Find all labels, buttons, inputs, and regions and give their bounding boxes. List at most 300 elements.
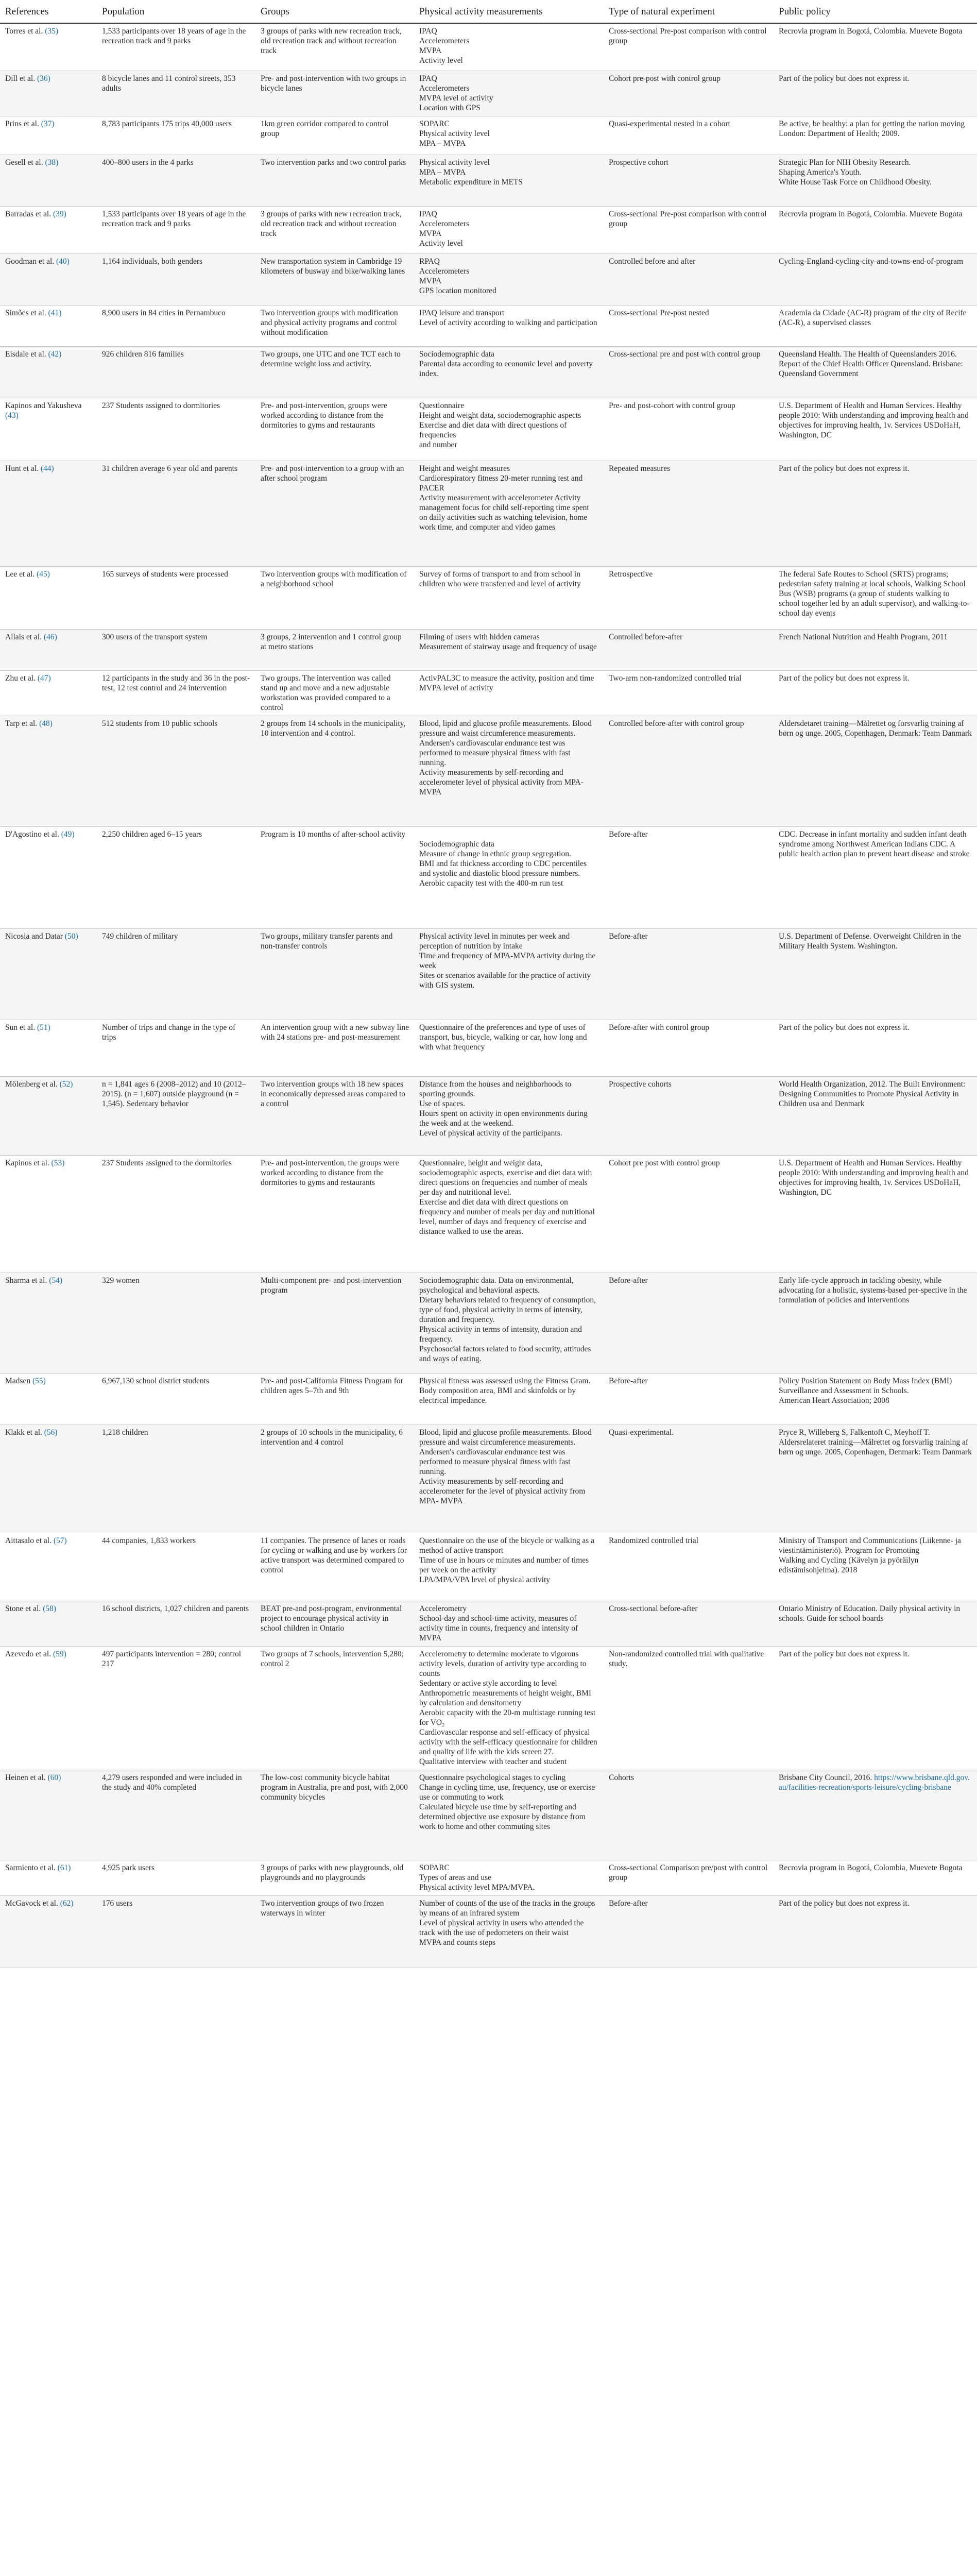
reference-citation-link[interactable]: (48) [39, 719, 53, 728]
reference-cell [0, 1533, 97, 1601]
population-cell [97, 1533, 255, 1601]
experiment-type-cell-text: Cross-sectional Comparison pre/post with control group [609, 1863, 768, 1882]
reference-cell [0, 1895, 97, 1968]
public-policy-cell [774, 1273, 977, 1373]
population-cell-text: 6,967,130 school district students [102, 1376, 209, 1385]
reference-cell [0, 346, 97, 398]
pa-measurements-cell [414, 1155, 604, 1273]
reference-citation-link[interactable]: (52) [59, 1079, 73, 1089]
public-policy-cell-text: Recrovia program in Bogotá, Colombia, Muevete Bogota [779, 1863, 963, 1872]
reference-citation-link[interactable]: (54) [49, 1276, 63, 1285]
pa-measurements-cell [414, 1273, 604, 1373]
groups-cell [255, 1373, 414, 1425]
groups-cell-text: An intervention group with a new subway line with 24 stations pre- and post-measurement [261, 1023, 409, 1042]
table-row [0, 1373, 977, 1425]
pa-measurements-cell-text: Blood, lipid and glucose profile measurements. Blood pressure and waist circumference measurements. Andersen's cardiovascular endurance test was performed to measure physical fitness with fast running. Activity measurements by self-recording and accelerometer level of physical activity from MPA- MVPA [419, 719, 592, 796]
pa-measurements-cell-text: SOPARC Physical activity level MPA – MVPA [419, 119, 490, 148]
pa-measurements-cell [414, 1020, 604, 1076]
groups-cell [255, 1020, 414, 1076]
experiment-type-cell-text: Cross-sectional Pre-post comparison with control group [609, 27, 767, 45]
reference-citation-link[interactable]: (39) [53, 209, 66, 218]
experiment-type-cell-text: Cross-sectional before-after [609, 1604, 698, 1613]
reference-citation-link[interactable]: (47) [37, 673, 51, 683]
pa-measurements-cell-text: Number of counts of the use of the tracks in the groups by means of an infrared system Level of physical activity in users who attended the track with the use of pedometers on their waist MVPA and counts steps [419, 1899, 595, 1947]
reference-citation-link[interactable]: (61) [57, 1863, 71, 1872]
population-cell-text: 237 Students assigned to the dormitories [102, 1158, 232, 1167]
experiment-type-cell-text: Pre- and post-cohort with control group [609, 401, 735, 410]
public-policy-cell-text: Be active, be healthy: a plan for getting the nation moving London: Department of Health; 2009. [779, 119, 965, 138]
public-policy-cell [774, 1646, 977, 1770]
pa-measurements-cell [414, 566, 604, 629]
experiment-type-cell [604, 71, 774, 116]
experiment-type-cell-text: Repeated measures [609, 464, 671, 473]
reference-author: Tarp et al. [5, 719, 38, 728]
pa-measurements-cell-text: Physical activity level MPA – MVPA Metabolic expenditure in METS [419, 158, 523, 187]
experiment-type-cell [604, 629, 774, 670]
population-cell-text: 176 users [102, 1899, 132, 1908]
experiment-type-cell [604, 928, 774, 1020]
pa-measurements-cell-text: IPAQ Accelerometers MVPA level of activity Location with GPS [419, 74, 493, 112]
population-cell-text: 400–800 users in the 4 parks [102, 158, 194, 167]
groups-cell-text: 1km green corridor compared to control group [261, 119, 389, 138]
pa-measurements-cell-text: RPAQ Accelerometers MVPA GPS location monitored [419, 257, 496, 295]
public-policy-cell-text: Aldersdetaret training—Målrettet og forsvarlig training af børn og unge. 2005, Copenhagen, Denmark: Team Danmark [779, 719, 972, 738]
reference-citation-link[interactable]: (56) [44, 1428, 58, 1437]
reference-cell [0, 1601, 97, 1646]
public-policy-cell-text: World Health Organization, 2012. The Built Environment: Designing Communities to Promote Physical Activity in Children usa and Denmark [779, 1079, 966, 1108]
groups-cell-text: Two intervention groups of two frozen waterways in winter [261, 1899, 384, 1918]
experiment-type-cell [604, 1425, 774, 1533]
experiment-type-cell-text: Prospective cohort [609, 158, 669, 167]
pa-measurements-cell [414, 629, 604, 670]
pa-measurements-cell [414, 1533, 604, 1601]
reference-citation-link[interactable]: (44) [40, 464, 54, 473]
pa-measurements-cell [414, 1770, 604, 1860]
pa-measurements-cell [414, 23, 604, 71]
population-cell-text: 497 participants intervention = 280; control 217 [102, 1649, 242, 1668]
reference-author: Kapinos et al. [5, 1158, 49, 1167]
reference-citation-link[interactable]: (41) [48, 308, 62, 317]
experiment-type-cell [604, 1155, 774, 1273]
reference-cell [0, 928, 97, 1020]
table-row [0, 1155, 977, 1273]
reference-cell [0, 461, 97, 566]
groups-cell-text: Pre- and post-intervention, groups were worked according to distance from the dormitories to gyms and restaurants [261, 401, 387, 430]
population-cell-text: 31 children average 6 year old and parents [102, 464, 237, 473]
pa-measurements-cell [414, 206, 604, 253]
reference-author: Kapinos and Yakusheva [5, 401, 82, 410]
reference-citation-link[interactable]: (57) [53, 1536, 67, 1545]
pa-measurements-cell-text: IPAQ leisure and transport Level of activity according to walking and participation [419, 308, 597, 327]
public-policy-cell [774, 1860, 977, 1895]
public-policy-cell [774, 670, 977, 716]
experiment-type-cell [604, 1860, 774, 1895]
pa-measurements-cell [414, 928, 604, 1020]
reference-citation-link[interactable]: (62) [60, 1899, 74, 1908]
reference-citation-link[interactable]: (60) [47, 1773, 61, 1782]
experiment-type-cell [604, 206, 774, 253]
groups-cell [255, 1533, 414, 1601]
experiment-type-cell-text: Two-arm non-randomized controlled trial [609, 673, 742, 683]
pa-measurements-cell-text: ActivPAL3C to measure the activity, position and time MVPA level of activity [419, 673, 594, 692]
table-row [0, 116, 977, 155]
reference-author: Eisdale et al. [5, 349, 46, 359]
population-cell [97, 1155, 255, 1273]
pa-measurements-cell [414, 116, 604, 155]
groups-cell-text: 2 groups of 10 schools in the municipality, 6 intervention and 4 control [261, 1428, 403, 1447]
reference-cell [0, 206, 97, 253]
experiment-type-cell-text: Cohort pre post with control group [609, 1158, 720, 1167]
population-cell-text: 8 bicycle lanes and 11 control streets, 353 adults [102, 74, 236, 93]
table-row [0, 398, 977, 461]
experiment-type-cell-text: Before-after [609, 1276, 648, 1285]
groups-cell-text: The low-cost community bicycle habitat program in Australia, pre and post, with 2,000 community bicycles [261, 1773, 408, 1802]
experiment-type-cell-text: Before-after [609, 829, 648, 839]
experiment-type-cell [604, 1273, 774, 1373]
public-policy-cell [774, 1533, 977, 1601]
pa-measurements-cell [414, 1646, 604, 1770]
pa-measurements-cell-text: Questionnaire on the use of the bicycle or walking as a method of active transport Time of use in hours or minutes and number of times per week on the activity LPA/MPA/VPA level of physical activity [419, 1536, 595, 1584]
population-cell-text: 1,164 individuals, both genders [102, 257, 203, 266]
groups-cell [255, 155, 414, 206]
header-population: Population [97, 0, 255, 23]
groups-cell [255, 398, 414, 461]
groups-cell [255, 206, 414, 253]
pa-measurements-cell-text: IPAQ Accelerometers MVPA Activity level [419, 27, 470, 65]
reference-cell [0, 1373, 97, 1425]
pa-measurements-cell [414, 1895, 604, 1968]
pa-measurements-cell [414, 71, 604, 116]
public-policy-cell-text: Part of the policy but does not express it. [779, 1023, 910, 1032]
reference-citation-link[interactable]: (58) [43, 1604, 57, 1613]
reference-author: Mölenberg et al. [5, 1079, 58, 1089]
groups-cell-text: Two groups of 7 schools, intervention 5,280; control 2 [261, 1649, 404, 1668]
reference-author: Goodman et al. [5, 257, 55, 266]
experiment-type-cell [604, 1770, 774, 1860]
reference-cell [0, 1425, 97, 1533]
population-cell [97, 1076, 255, 1155]
reference-author: Heinen et al. [5, 1773, 46, 1782]
groups-cell-text: Pre- and post-intervention, the groups were worked according to distance from the dormitories to gyms and restaurants [261, 1158, 399, 1187]
reference-author: Prins et al. [5, 119, 39, 128]
public-policy-cell-text: French National Nutrition and Health Program, 2011 [779, 632, 948, 641]
public-policy-cell [774, 23, 977, 71]
groups-cell [255, 71, 414, 116]
experiment-type-cell [604, 1373, 774, 1425]
population-cell-text: 300 users of the transport system [102, 632, 208, 641]
public-policy-cell-text: Queensland Health. The Health of Queenslanders 2016. Report of the Chief Health Officer Queensland. Brisbane: Queensland Government [779, 349, 963, 378]
groups-cell-text: Program is 10 months of after-school activity [261, 829, 406, 839]
reference-author: McGavock et al. [5, 1899, 58, 1908]
population-cell [97, 629, 255, 670]
reference-cell [0, 23, 97, 71]
public-policy-cell [774, 71, 977, 116]
public-policy-cell-text: Recrovia program in Bogotá, Colombia. Muevete Bogota [779, 27, 963, 36]
groups-cell-text: 11 companies. The presence of lanes or roads for cycling or walking and use by workers for active transport was determined compared to control [261, 1536, 407, 1574]
pa-measurements-cell-text: Physical fitness was assessed using the Fitness Gram. Body composition area, BMI and skinfolds or by electrical impedance. [419, 1376, 591, 1405]
reference-author: Simões et al. [5, 308, 46, 317]
reference-author: Aittasalo et al. [5, 1536, 52, 1545]
population-cell-text: 8,783 participants 175 trips 40,000 users [102, 119, 232, 128]
experiment-type-cell [604, 1646, 774, 1770]
reference-author: Torres et al. [5, 27, 43, 36]
experiment-type-cell-text: Non-randomized controlled trial with qualitative study. [609, 1649, 764, 1668]
table-row [0, 1076, 977, 1155]
pa-measurements-cell [414, 1601, 604, 1646]
groups-cell-text: New transportation system in Cambridge 19 kilometers of busway and bike/walking lanes [261, 257, 405, 276]
population-cell [97, 71, 255, 116]
population-cell-text: 16 school districts, 1,027 children and parents [102, 1604, 249, 1613]
public-policy-cell [774, 1601, 977, 1646]
public-policy-cell [774, 716, 977, 826]
public-policy-cell-text: Pryce R, Willeberg S, Falkentoft C, Meyhoff T. Aldersrelateret training—Målrettet og forsvarlig training af børn og unge. 2005, Copenhagen, Denmark: Team Danmark [779, 1428, 972, 1456]
reference-citation-link[interactable]: (55) [32, 1376, 46, 1385]
groups-cell-text: 3 groups, 2 intervention and 1 control group at metro stations [261, 632, 402, 651]
pa-measurements-cell [414, 461, 604, 566]
reference-citation-link[interactable]: (37) [41, 119, 55, 128]
groups-cell [255, 1646, 414, 1770]
reference-citation-link[interactable]: (59) [53, 1649, 66, 1658]
experiment-type-cell-text: Before-after [609, 931, 648, 941]
table-row [0, 826, 977, 928]
table-row [0, 1646, 977, 1770]
reference-citation-link[interactable]: (46) [43, 632, 57, 641]
table-header [0, 0, 977, 23]
experiment-type-cell [604, 566, 774, 629]
experiment-type-cell [604, 23, 774, 71]
public-policy-cell [774, 1373, 977, 1425]
reference-citation-link[interactable]: (50) [64, 931, 78, 941]
public-policy-cell [774, 1020, 977, 1076]
pa-measurements-cell [414, 826, 604, 928]
population-cell [97, 1020, 255, 1076]
groups-cell [255, 566, 414, 629]
experiment-type-cell [604, 253, 774, 305]
population-cell-text: 8,900 users in 84 cities in Pernambuco [102, 308, 226, 317]
groups-cell-text: Two groups. The intervention was called stand up and move and a new adjustable workstation was provided compared to a control [261, 673, 391, 712]
public-policy-cell [774, 206, 977, 253]
experiment-type-cell [604, 1533, 774, 1601]
population-cell-text: 165 surveys of students were processed [102, 569, 228, 579]
public-policy-cell [774, 566, 977, 629]
reference-citation-link[interactable]: (38) [45, 158, 59, 167]
experiment-type-cell [604, 398, 774, 461]
groups-cell [255, 23, 414, 71]
population-cell-text: 44 companies, 1,833 workers [102, 1536, 196, 1545]
population-cell [97, 1601, 255, 1646]
public-policy-cell-text: Cycling-England-cycling-city-and-towns-end-of-program [779, 257, 964, 266]
groups-cell-text: Multi-component pre- and post-intervention program [261, 1276, 402, 1295]
population-cell-text: 4,279 users responded and were included in the study and 40% completed [102, 1773, 242, 1792]
public-policy-cell [774, 629, 977, 670]
public-policy-cell [774, 346, 977, 398]
groups-cell [255, 1770, 414, 1860]
population-cell-text: 4,925 park users [102, 1863, 155, 1872]
experiment-type-cell-text: Controlled before and after [609, 257, 696, 266]
population-cell-text: 926 children 816 families [102, 349, 184, 359]
pa-measurements-cell-text: Physical activity level in minutes per week and perception of nutrition by intake Time and frequency of MPA-MVPA activity during the week Sites or scenarios available for the practice of activity with GIS system. [419, 931, 596, 990]
population-cell-text: 237 Students assigned to dormitories [102, 401, 220, 410]
public-policy-cell-text: U.S. Department of Health and Human Services. Healthy people 2010: With understanding and improving health and objectives for improving health, 1v. Services USDoHaH, Washington, DC [779, 401, 969, 439]
public-policy-cell [774, 1076, 977, 1155]
table-body [0, 23, 977, 1968]
pa-measurements-cell-text: Accelerometry School-day and school-time activity, measures of activity time in counts, frequency and intensity of MVPA [419, 1604, 578, 1642]
reference-cell [0, 1646, 97, 1770]
population-cell [97, 1860, 255, 1895]
public-policy-cell [774, 155, 977, 206]
population-cell-text: 329 women [102, 1276, 140, 1285]
reference-cell [0, 826, 97, 928]
population-cell [97, 206, 255, 253]
groups-cell-text: Pre- and post-California Fitness Program for children ages 5–7th and 9th [261, 1376, 403, 1395]
reference-cell [0, 1770, 97, 1860]
table-row [0, 1895, 977, 1968]
pa-measurements-cell-text: Survey of forms of transport to and from school in children who were transferred and level of activity [419, 569, 581, 588]
reference-citation-link[interactable]: (40) [56, 257, 70, 266]
public-policy-cell [774, 1155, 977, 1273]
groups-cell-text: 3 groups of parks with new recreation track, old recreation track and without recreation track [261, 27, 402, 55]
public-policy-cell-text: Part of the policy but does not express it. [779, 1649, 910, 1658]
experiment-type-cell [604, 116, 774, 155]
pa-measurements-cell [414, 1425, 604, 1533]
reference-author: Madsen [5, 1376, 31, 1385]
population-cell [97, 716, 255, 826]
reference-author: Sarmiento et al. [5, 1863, 56, 1872]
pa-measurements-cell-text: Sociodemographic data Parental data according to economic level and poverty index. [419, 349, 593, 378]
experiment-type-cell [604, 1076, 774, 1155]
table-row [0, 461, 977, 566]
population-cell [97, 305, 255, 346]
groups-cell [255, 1155, 414, 1273]
public-policy-cell-text: Early life-cycle approach in tackling obesity, while advocating for a holistic, systems-based per-spective in the formulation of policies and interventions [779, 1276, 967, 1304]
header-references: References [0, 0, 97, 23]
groups-cell-text: BEAT pre-and post-program, environmental project to encourage physical activity in school children in Ontario [261, 1604, 402, 1633]
reference-citation-link[interactable]: (35) [45, 27, 59, 36]
population-cell-text: 1,533 participants over 18 years of age in the recreation track and 9 parks [102, 209, 246, 228]
public-policy-cell [774, 305, 977, 346]
population-cell [97, 23, 255, 71]
groups-cell [255, 1601, 414, 1646]
population-cell-text: 1,533 participants over 18 years of age in the recreation track and 9 parks [102, 27, 246, 45]
reference-author: Gesell et al. [5, 158, 43, 167]
groups-cell [255, 116, 414, 155]
reference-cell [0, 716, 97, 826]
pa-measurements-cell-text: Blood, lipid and glucose profile measurements. Blood pressure and waist circumference measurements. Andersen's cardiovascular endurance test was performed to measure physical fitness with fast running. Activity measurements by self-recording and accelerometer for the level of physical activity from MPA- MVPA [419, 1428, 592, 1505]
experiment-type-cell [604, 1895, 774, 1968]
table-row [0, 1601, 977, 1646]
table-row [0, 23, 977, 71]
experiment-type-cell-text: Controlled before-after [609, 632, 683, 641]
reference-citation-link[interactable]: (51) [37, 1023, 50, 1032]
experiment-type-cell-text: Before-after [609, 1899, 648, 1908]
population-cell [97, 1425, 255, 1533]
pa-measurements-cell [414, 253, 604, 305]
experiment-type-cell-text: Quasi-experimental nested in a cohort [609, 119, 730, 128]
header-groups: Groups [255, 0, 414, 23]
table-row [0, 716, 977, 826]
experiment-type-cell [604, 346, 774, 398]
reference-cell [0, 71, 97, 116]
groups-cell-text: Two groups, military transfer parents and non-transfer controls [261, 931, 393, 951]
pa-measurements-cell-text: IPAQ Accelerometers MVPA Activity level [419, 209, 470, 248]
groups-cell-text: Pre- and post-intervention to a group with an after school program [261, 464, 404, 483]
table-row [0, 305, 977, 346]
reference-cell [0, 116, 97, 155]
reference-author: D'Agostino et al. [5, 829, 59, 839]
reference-citation-link[interactable]: (36) [37, 74, 50, 83]
population-cell [97, 1895, 255, 1968]
pa-measurements-cell-text: Sociodemographic data Measure of change in ethnic group segregation. BMI and fat thickness according to CDC percentiles and systolic and diastolic blood pressure numbers. Aerobic capacity test with the 400-m run test [419, 839, 587, 888]
reference-citation-link[interactable]: (49) [61, 829, 75, 839]
header-public-policy: Public policy [774, 0, 977, 23]
population-cell [97, 346, 255, 398]
pa-measurements-cell-text: Distance from the houses and neighborhoods to sporting grounds. Use of spaces. Hours spent on activity in open environments during the week and at the weekend. Level of physical activity of the participants. [419, 1079, 588, 1138]
experiment-type-cell [604, 305, 774, 346]
reference-author: Sun et al. [5, 1023, 36, 1032]
public-policy-cell [774, 253, 977, 305]
table-row [0, 346, 977, 398]
public-policy-cell [774, 1425, 977, 1533]
pa-measurements-cell [414, 155, 604, 206]
policy-url-link[interactable]: https://www.brisbane.qld.gov.au/facilities-recreation/sports-leisure/cycling-brisbane [779, 1773, 970, 1792]
reference-cell [0, 1273, 97, 1373]
public-policy-cell-text: Academia da Cidade (AC-R) program of the city of Recife (AC-R), a supervised classes [779, 308, 967, 327]
reference-cell [0, 629, 97, 670]
header-pa-measurements: Physical activity measurements [414, 0, 604, 23]
groups-cell [255, 461, 414, 566]
groups-cell-text: Two intervention groups with 18 new spaces in economically depressed areas compared to a control [261, 1079, 406, 1108]
table-row [0, 253, 977, 305]
table-row [0, 71, 977, 116]
table-row [0, 928, 977, 1020]
experiment-type-cell [604, 461, 774, 566]
experiment-type-cell-text: Retrospective [609, 569, 653, 579]
pa-measurements-cell-text: SOPARC Types of areas and use Physical activity level MPA/MVPA. [419, 1863, 535, 1892]
reference-cell [0, 670, 97, 716]
pa-measurements-cell [414, 716, 604, 826]
pa-measurements-cell-text: Questionnaire Height and weight data, sociodemographic aspects Exercise and diet data with direct questions of frequencies and number [419, 401, 581, 449]
reference-citation-link[interactable]: (42) [48, 349, 62, 359]
pa-measurements-cell [414, 346, 604, 398]
groups-cell-text: Pre- and post-intervention with two groups in bicycle lanes [261, 74, 406, 93]
header-experiment-type: Type of natural experiment [604, 0, 774, 23]
pa-measurements-cell [414, 1860, 604, 1895]
experiment-type-cell-text: Before-after [609, 1376, 648, 1385]
population-cell [97, 1770, 255, 1860]
public-policy-cell [774, 1895, 977, 1968]
population-cell [97, 116, 255, 155]
population-cell [97, 1373, 255, 1425]
pa-measurements-cell-text: Questionnaire of the preferences and type of uses of transport, bus, bicycle, walking or car, how long and with what frequency [419, 1023, 587, 1052]
reference-citation-link[interactable]: (53) [51, 1158, 65, 1167]
experiment-type-cell-text: Cross-sectional Pre-post nested [609, 308, 709, 317]
public-policy-cell-text: Ministry of Transport and Communications (Liikenne- ja viestintäministeriö). Program for Promoting Walking and Cycling (Kävelyn ja pyöräilyn edistämisohjelma). 2018 [779, 1536, 961, 1574]
reference-citation-link[interactable]: (45) [37, 569, 50, 579]
public-policy-cell-text: Policy Position Statement on Body Mass Index (BMI) Surveillance and Assessment in Schools. American Heart Association; 2008 [779, 1376, 952, 1405]
table-row [0, 1860, 977, 1895]
public-policy-cell [774, 398, 977, 461]
population-cell [97, 670, 255, 716]
population-cell-text: 512 students from 10 public schools [102, 719, 218, 728]
reference-citation-link[interactable]: (43) [5, 411, 19, 420]
pa-measurements-cell [414, 1076, 604, 1155]
population-cell [97, 928, 255, 1020]
groups-cell-text: 3 groups of parks with new recreation track, old recreation track and without recreation track [261, 209, 402, 238]
public-policy-cell [774, 116, 977, 155]
groups-cell [255, 716, 414, 826]
groups-cell-text: Two intervention groups with modification of a neighborhood school [261, 569, 407, 588]
public-policy-cell-text: Ontario Ministry of Education. Daily physical activity in schools. Guide for school boards [779, 1604, 961, 1623]
